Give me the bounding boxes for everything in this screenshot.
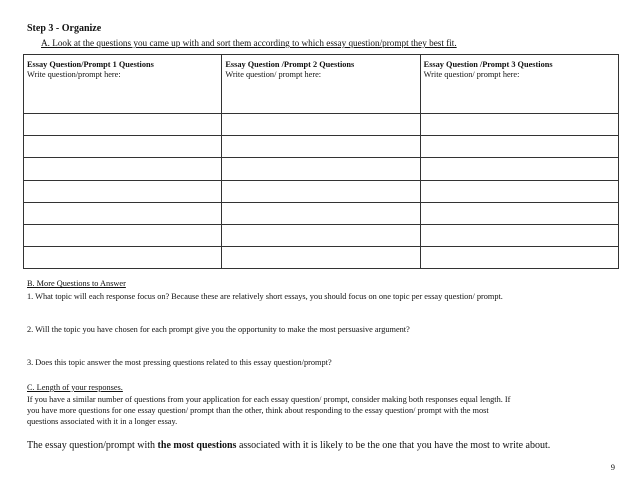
table-header-row [24,55,619,114]
step-instruction: A. Look at the questions you came up with and sort them according to which essay question/prompt they best fit. [41,38,457,48]
table-row [24,246,619,268]
step-title: Step 3 - Organize [27,23,102,34]
column-subheader: Write question/ prompt here: [423,70,520,79]
table-cell[interactable] [420,180,618,202]
question-1: 1. What topic will each response focus on? Because these are relatively short essays, you should focus on one topic per essay question/ prompt. [27,292,503,301]
table-row [24,202,619,224]
table-cell[interactable] [24,224,222,246]
section-c-line-2: you have more questions for one essay question/ prompt than the other, think about responding to the essay question/ prompt with the most [27,406,489,415]
question-3: 3. Does this topic answer the most pressing questions related to this essay question/prompt? [27,358,332,367]
table-cell[interactable] [222,202,420,224]
organize-table [23,54,619,269]
closing-text-after: associated with it is likely to be the one that you have the most to write about. [236,440,551,451]
section-c-line-1: If you have a similar number of questions from your application for each essay question/ prompt, consider making both responses equal length. If [27,395,511,404]
table-cell[interactable] [222,224,420,246]
table-cell[interactable] [24,114,222,136]
table-cell[interactable] [24,202,222,224]
table-cell[interactable] [222,136,420,158]
column-subheader: Write question/ prompt here: [225,70,322,79]
table-cell[interactable] [24,246,222,268]
table-row [24,224,619,246]
table-cell[interactable] [222,158,420,180]
table-cell[interactable] [222,246,420,268]
question-2: 2. Will the topic you have chosen for each prompt give you the opportunity to make the most persuasive argument? [27,325,410,334]
table-cell[interactable] [420,136,618,158]
table-header-cell [24,55,222,114]
section-c-heading: C. Length of your responses. [27,383,123,392]
table-header-cell [420,55,618,114]
section-b-heading: B. More Questions to Answer [27,279,126,288]
table-cell[interactable] [222,114,420,136]
table-cell[interactable] [24,136,222,158]
column-header: Essay Question /Prompt 2 Questions [225,60,355,69]
table-cell[interactable] [24,180,222,202]
table-row [24,158,619,180]
closing-text-bold: the most questions [157,440,237,451]
column-header: Essay Question /Prompt 3 Questions [423,60,553,69]
table-cell[interactable] [420,114,618,136]
table-row [24,180,619,202]
section-c-line-3: questions associated with it in a longer essay. [27,417,178,426]
column-subheader: Write question/prompt here: [27,70,121,79]
table-cell[interactable] [420,158,618,180]
table-header-cell [222,55,420,114]
closing-statement [27,440,550,451]
table-row [24,136,619,158]
table-cell[interactable] [420,224,618,246]
table-cell[interactable] [222,180,420,202]
table-cell[interactable] [420,246,618,268]
closing-text-before: The essay question/prompt with [27,440,158,451]
table-cell[interactable] [24,158,222,180]
column-header: Essay Question/Prompt 1 Questions [27,60,154,69]
page-number: 9 [610,462,615,472]
table-row [24,114,619,136]
table-cell[interactable] [420,202,618,224]
